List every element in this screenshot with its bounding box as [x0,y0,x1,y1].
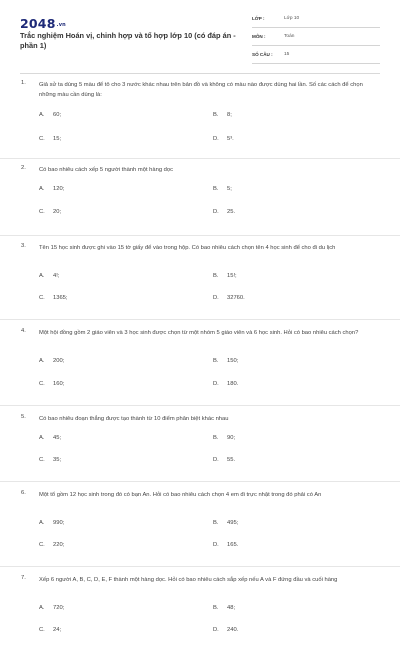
site-logo[interactable] [20,16,66,31]
option-letter: A. [39,273,45,279]
answer-option-c[interactable] [39,136,61,142]
answer-option-d[interactable] [213,627,238,633]
answer-option-a[interactable] [39,273,59,279]
answer-option-d[interactable] [213,381,238,387]
question-number: 6. [21,490,26,496]
answer-option-c[interactable] [39,627,61,633]
answer-option-a[interactable] [39,520,64,526]
answer-option-b[interactable] [213,186,232,192]
option-text: 15!; [227,273,237,279]
option-letter: A. [39,520,45,526]
question-text: Có bao nhiêu cách xếp 5 người thành một hàng dọc [39,167,174,173]
option-text: 4!; [53,273,60,279]
option-letter: B. [213,435,219,441]
question-item [0,482,400,567]
option-letter: D. [213,209,219,215]
option-text: 5; [227,186,232,192]
option-text: 90; [227,435,236,441]
option-letter: B. [213,358,219,364]
option-text: 32760. [227,295,245,301]
question-item [0,567,400,655]
answer-option-a[interactable] [39,186,64,192]
option-text: 55. [227,457,236,463]
worksheet-title: Trắc nghiệm Hoán vị, chỉnh hợp và tổ hợp lớp 10 (có đáp án - phần 1) [20,31,236,50]
question-item [0,159,400,236]
option-text: 15; [53,136,62,142]
answer-option-c[interactable] [39,381,64,387]
meta-value: Toán [284,34,295,39]
question-text: Một tổ gồm 12 học sinh trong đó có bạn An. Hỏi có bao nhiêu cách chọn 4 em đi trực nhật trong đó phải có An [39,492,322,498]
option-text: 120; [53,186,65,192]
question-item [0,80,400,159]
option-letter: D. [213,542,219,548]
option-text: 240. [227,627,239,633]
question-number: 1. [21,80,26,86]
option-text: 5³. [227,136,234,142]
option-letter: A. [39,358,45,364]
answer-option-c[interactable] [39,295,68,301]
option-text: 160; [53,381,65,387]
answer-option-c[interactable] [39,542,64,548]
question-text: Giả sử ta dùng 5 màu để tô cho 3 nước khác nhau trên bản đồ và không có màu nào được dùng hai lần. Số các cách để chọn những màu cần dùng là: [39,82,363,98]
option-letter: D. [213,295,219,301]
option-text: 495; [227,520,239,526]
option-text: 180. [227,381,239,387]
answer-option-b[interactable] [213,358,238,364]
option-text: 200; [53,358,65,364]
answer-option-a[interactable] [39,435,61,441]
option-letter: A. [39,112,45,118]
question-text: Có bao nhiêu đoạn thẳng được tạo thành từ 10 điểm phân biệt khác nhau [39,416,229,422]
option-letter: C. [39,136,45,142]
question-text: Xếp 6 người A, B, C, D, E, F thành một hàng dọc. Hỏi có bao nhiêu cách sắp xếp nếu A và F đứng đầu và cuối hàng [39,577,338,583]
meta-label: LỚP : [252,16,265,21]
question-item [0,236,400,320]
worksheet-header [0,0,400,70]
option-text: 25. [227,209,236,215]
option-letter: D. [213,381,219,387]
option-letter: C. [39,542,45,548]
meta-label: MÔN : [252,34,266,39]
option-letter: B. [213,273,219,279]
option-text: 48; [227,605,236,611]
option-text: 8; [227,112,232,118]
question-number: 3. [21,243,26,249]
option-letter: D. [213,136,219,142]
answer-option-b[interactable] [213,112,232,118]
question-number: 7. [21,575,26,581]
logo-domain-text: .vn [56,21,66,28]
answer-option-d[interactable] [213,209,235,215]
answer-option-a[interactable] [39,358,64,364]
option-letter: C. [39,209,45,215]
question-text: Tên 15 học sinh được ghi vào 15 tờ giấy để vào trong hộp. Có bao nhiêu cách chọn tên 4 học sinh để cho đi du lịch [39,245,336,251]
answer-option-d[interactable] [213,542,238,548]
answer-option-a[interactable] [39,605,64,611]
option-text: 165. [227,542,239,548]
answer-option-d[interactable] [213,136,234,142]
question-number: 5. [21,414,26,420]
option-text: 35; [53,457,62,463]
answer-option-b[interactable] [213,435,235,441]
question-list [0,80,400,655]
option-text: 150; [227,358,239,364]
answer-option-c[interactable] [39,457,61,463]
option-letter: C. [39,457,45,463]
option-letter: A. [39,605,45,611]
meta-value: 15 [284,52,290,57]
meta-row-grade [252,14,380,28]
question-number: 2. [21,165,26,171]
question-number: 4. [21,328,26,334]
meta-row-question-count [252,50,380,64]
option-text: 24; [53,627,62,633]
answer-option-c[interactable] [39,209,61,215]
logo-main-text: 2048 [20,16,56,31]
option-text: 20; [53,209,62,215]
option-letter: C. [39,381,45,387]
option-text: 220; [53,542,65,548]
option-letter: B. [213,112,219,118]
answer-option-d[interactable] [213,295,245,301]
option-letter: C. [39,627,45,633]
meta-label: SỐ CÂU : [252,52,273,57]
option-text: 60; [53,112,62,118]
option-text: 990; [53,520,65,526]
option-text: 720; [53,605,65,611]
option-letter: A. [39,435,45,441]
option-letter: B. [213,605,219,611]
option-letter: C. [39,295,45,301]
answer-option-d[interactable] [213,457,235,463]
question-item [0,320,400,406]
answer-option-b[interactable] [213,273,237,279]
option-letter: D. [213,627,219,633]
question-text: Một hội đồng gồm 2 giáo viên và 3 học sinh được chọn từ một nhóm 5 giáo viên và 6 học sinh. Hỏi có bao nhiêu cách chọn? [39,330,359,336]
header-divider [20,73,380,74]
answer-option-b[interactable] [213,520,238,526]
worksheet-meta [252,14,380,68]
meta-value: Lớp 10 [284,16,300,21]
option-letter: D. [213,457,219,463]
option-letter: A. [39,186,45,192]
option-text: 1365; [53,295,68,301]
question-item [0,406,400,482]
option-text: 45; [53,435,62,441]
option-letter: B. [213,520,219,526]
meta-row-subject [252,32,380,46]
answer-option-a[interactable] [39,112,61,118]
option-letter: B. [213,186,219,192]
answer-option-b[interactable] [213,605,235,611]
